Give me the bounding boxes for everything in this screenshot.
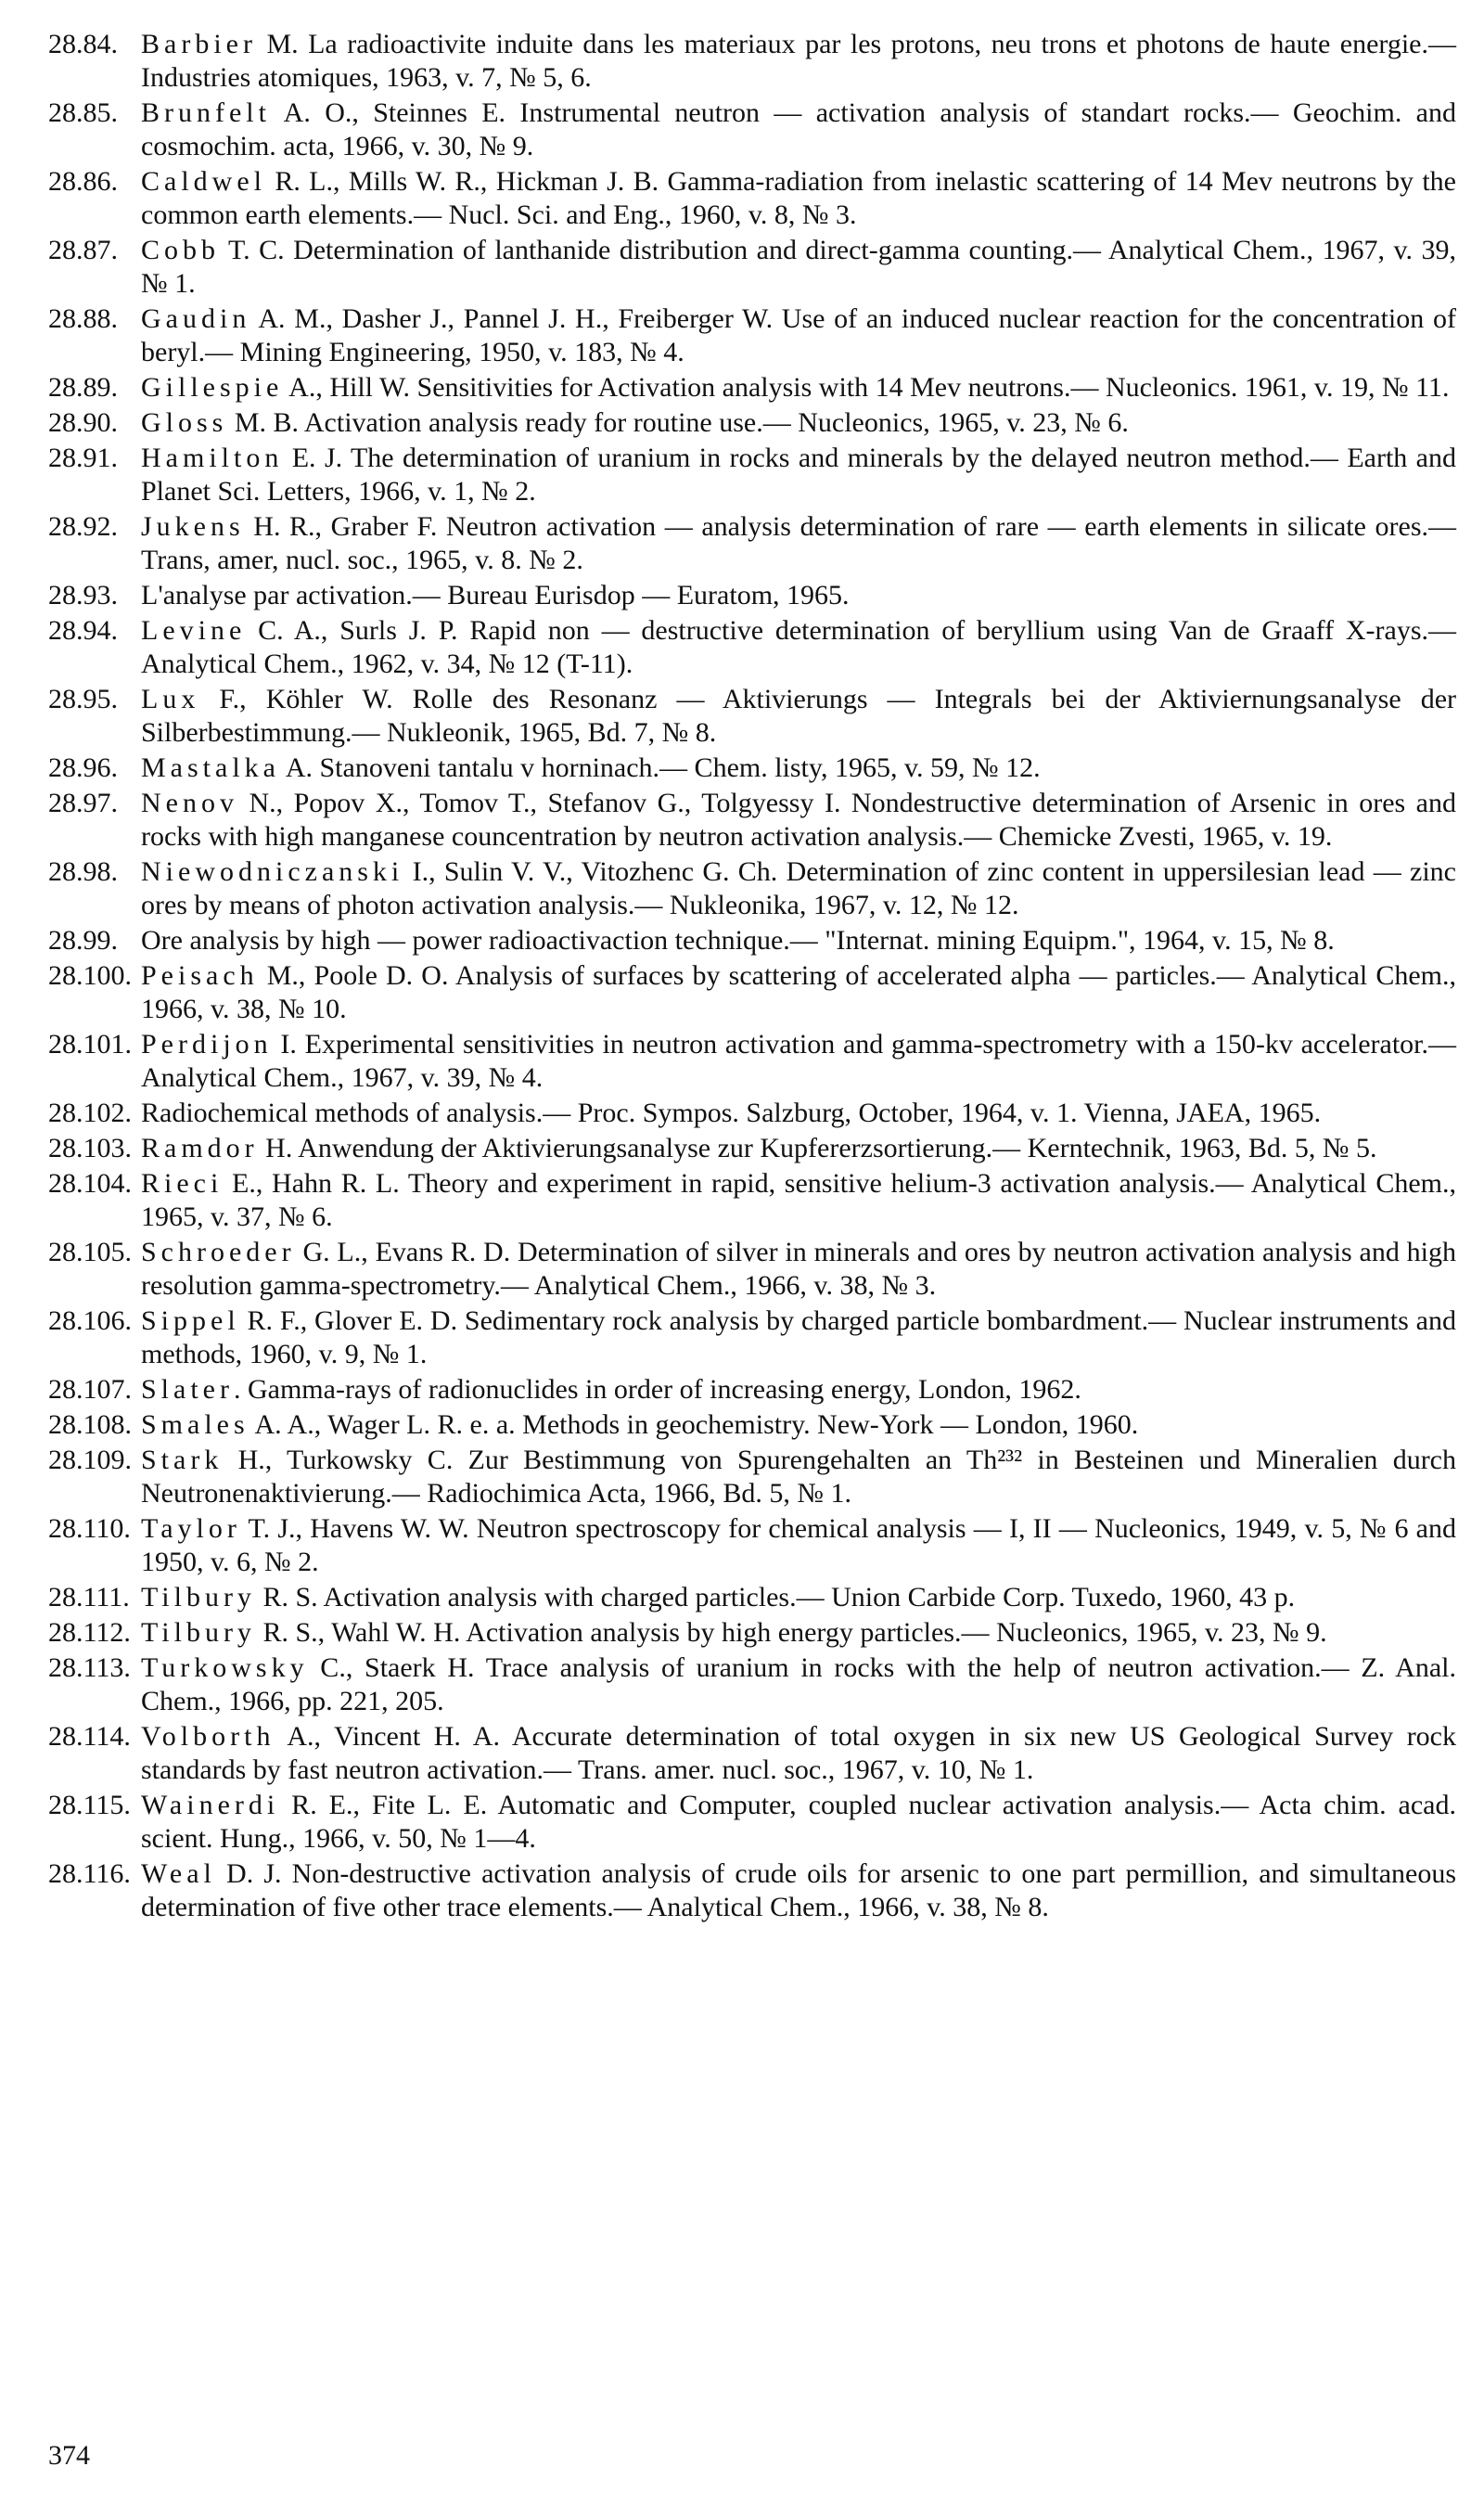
reference-details: . Gamma-rays of radionuclides in order of increasing energy, London, 1962. [233,1374,1081,1405]
reference-number: 28.86. [48,166,118,197]
reference-text [141,1236,1456,1303]
reference-details: M. B. Activation analysis ready for routine use.— Nucleonics, 1965, v. 23, № 6. [227,407,1129,438]
reference-item [48,1304,1456,1371]
reference-text [141,614,1456,681]
reference-author: Smales [141,1409,249,1440]
reference-item [48,1028,1456,1095]
reference-author: Gaudin [141,303,251,334]
reference-author: Perdijon [141,1029,273,1060]
reference-details: Ore analysis by high — power radioactivaction technique.— "Internat. mining Equipm.", 1964, v. 15, № 8. [141,925,1335,956]
reference-details: I., Sulin V. V., Vitozhenc G. Ch. Determination of zinc content in uppersilesian lead — zinc ores by means of photon activation analysis.— Nukleonika, 1967, v. 12, № 12. [141,856,1456,920]
reference-details: M., Poole D. O. Analysis of surfaces by scattering of accelerated alpha — particles.— Analytical Chem., 1966, v. 38, № 10. [141,960,1456,1024]
reference-text [141,371,1456,405]
reference-number: 28.88. [48,303,118,334]
reference-number: 28.104. [48,1168,132,1199]
reference-details: E. J. The determination of uranium in rocks and minerals by the delayed neutron method.— Earth and Planet Sci. Letters, 1966, v. 1, № 2. [141,443,1456,507]
reference-number: 28.90. [48,407,118,438]
reference-item [48,614,1456,681]
reference-number: 28.109. [48,1445,132,1475]
reference-number: 28.111. [48,1582,130,1612]
reference-item [48,234,1456,301]
reference-text [141,1028,1456,1095]
reference-item [48,1651,1456,1718]
reference-details: H. R., Graber F. Neutron activation — analysis determination of rare — earth elements in silicate ores.— Trans, amer, nucl. soc., 1965, v. 8. № 2. [141,511,1456,575]
reference-text [141,510,1456,577]
reference-number: 28.115. [48,1790,131,1820]
reference-author: Barbier [141,29,257,59]
reference-item [48,96,1456,163]
reference-number: 28.94. [48,615,118,646]
reference-number: 28.112. [48,1617,131,1648]
reference-text [141,234,1456,301]
reference-details: C. A., Surls J. P. Rapid non — destructive determination of beryllium using Van de Graaff X-rays.— Analytical Chem., 1962, v. 34, № 12 (T-11). [141,615,1456,679]
reference-details: H., Turkowsky C. Zur Bestimmung von Spurengehalten an Th²³² in Besteinen und Mineralien durch Neutronenaktivierung.— Radiochimica Acta, 1966, Bd. 5, № 1. [141,1445,1456,1509]
reference-author: Mastalka [141,752,280,783]
reference-text [141,959,1456,1026]
reference-number: 28.108. [48,1409,132,1440]
reference-text [141,787,1456,854]
reference-item [48,855,1456,922]
reference-text [141,165,1456,232]
reference-details: E., Hahn R. L. Theory and experiment in rapid, sensitive helium-3 activation analysis.— Analytical Chem., 1965, v. 37, № 6. [141,1168,1456,1232]
reference-text [141,1373,1456,1407]
reference-text [141,302,1456,369]
reference-details: R. S. Activation analysis with charged particles.— Union Carbide Corp. Tuxedo, 1960, 43 p. [255,1582,1296,1612]
reference-details: A. O., Steinnes E. Instrumental neutron — activation analysis of standart rocks.— Geochim. and cosmochim. acta, 1966, v. 30, № 9. [141,97,1456,161]
reference-author: Tilbury [141,1582,256,1612]
reference-text [141,1304,1456,1371]
reference-details: A. Stanoveni tantalu v horninach.— Chem. listy, 1965, v. 59, № 12. [279,752,1041,783]
reference-item [48,1236,1456,1303]
reference-item [48,371,1456,405]
reference-details: D. J. Non-destructive activation analysis of crude oils for arsenic to one part permillion, and simultaneous determination of five other trace elements.— Analytical Chem., 1966, v. 38, № 8. [141,1858,1456,1922]
reference-author: Cobb [141,235,221,265]
reference-text [141,1097,1456,1130]
reference-number: 28.93. [48,580,118,610]
reference-author: Sippel [141,1305,240,1336]
reference-text [141,1512,1456,1579]
reference-item [48,1720,1456,1787]
reference-author: Tilbury [141,1617,256,1648]
reference-author: Wainerdi [141,1790,280,1820]
reference-author: Stark [141,1445,224,1475]
reference-number: 28.103. [48,1133,132,1163]
reference-text [141,1167,1456,1234]
reference-details: C., Staerk H. Trace analysis of uranium in rocks with the help of neutron activation.— Z. Anal. Chem., 1966, pp. 221, 205. [141,1652,1456,1716]
reference-author: Weal [141,1858,216,1889]
reference-text [141,96,1456,163]
reference-item [48,1512,1456,1579]
reference-item [48,579,1456,612]
reference-item [48,787,1456,854]
reference-item [48,1444,1456,1510]
reference-number: 28.106. [48,1305,132,1336]
reference-author: Jukens [141,511,245,542]
reference-author: Hamilton [141,443,284,473]
reference-item [48,1408,1456,1442]
reference-item [48,1789,1456,1856]
reference-number: 28.99. [48,925,118,956]
reference-text [141,406,1456,440]
reference-item [48,302,1456,369]
reference-details: N., Popov X., Tomov T., Stefanov G., Tolgyessy I. Nondestructive determination of Arsenic in ores and rocks with high manganese councentration by neutron activation analysis.— Chemicke Zvesti, 1965, v. 19. [141,788,1456,852]
reference-item [48,406,1456,440]
reference-author: Rieci [141,1168,224,1199]
reference-text [141,1581,1456,1614]
reference-text [141,1651,1456,1718]
reference-number: 28.114. [48,1721,131,1752]
reference-author: Peisach [141,960,259,991]
reference-details: L'analyse par activation.— Bureau Eurisdop — Euratom, 1965. [141,580,850,610]
reference-details: R. L., Mills W. R., Hickman J. B. Gamma-radiation from inelastic scattering of 14 Mev neutrons by the common earth elements.— Nucl. Sci. and Eng., 1960, v. 8, № 3. [141,166,1456,230]
reference-details: A., Vincent H. A. Accurate determination of total oxygen in six new US Geological Survey rock standards by fast neutron activation.— Trans. amer. nucl. soc., 1967, v. 10, № 1. [141,1721,1456,1785]
reference-author: Levine [141,615,247,646]
reference-number: 28.84. [48,29,118,59]
reference-text [141,752,1456,785]
reference-author: Schroeder [141,1237,296,1267]
reference-details: T. C. Determination of lanthanide distribution and direct-gamma counting.— Analytical Chem., 1967, v. 39, № 1. [141,235,1456,299]
reference-number: 28.97. [48,788,118,818]
reference-number: 28.105. [48,1237,132,1267]
reference-number: 28.87. [48,235,118,265]
reference-details: A. A., Wager L. R. e. a. Methods in geochemistry. New-York — London, 1960. [249,1409,1139,1440]
reference-details: H. Anwendung der Aktivierungsanalyse zur Kupfererzsortierung.— Kerntechnik, 1963, Bd. 5, № 5. [258,1133,1377,1163]
reference-number: 28.110. [48,1513,131,1544]
reference-number: 28.101. [48,1029,132,1060]
reference-number: 28.92. [48,511,118,542]
reference-item [48,683,1456,750]
reference-number: 28.91. [48,443,118,473]
reference-text [141,1720,1456,1787]
reference-text [141,683,1456,750]
reference-item [48,442,1456,508]
reference-text [141,1616,1456,1650]
reference-text [141,1789,1456,1856]
reference-number: 28.85. [48,97,118,128]
reference-author: Ramdor [141,1133,259,1163]
reference-author: Gillespie [141,372,284,403]
reference-item [48,1132,1456,1165]
reference-details: Radiochemical methods of analysis.— Proc. Sympos. Salzburg, October, 1964, v. 1. Vienna, JAEA, 1965. [141,1098,1322,1128]
reference-text [141,1408,1456,1442]
reference-text [141,924,1456,957]
reference-item [48,1857,1456,1924]
reference-author: Caldwel [141,166,266,197]
reference-details: M. La radioactivite induite dans les materiaux par les protons, neu trons et photons de haute energie.— Industries atomiques, 1963, v. 7, № 5, 6. [141,29,1456,93]
reference-text [141,855,1456,922]
reference-text [141,1857,1456,1924]
reference-number: 28.89. [48,372,118,403]
reference-item [48,165,1456,232]
reference-details: R. E., Fite L. E. Automatic and Computer, coupled nuclear activation analysis.— Acta chim. acad. scient. Hung., 1966, v. 50, № 1—4. [141,1790,1456,1854]
reference-text [141,28,1456,95]
reference-number: 28.98. [48,856,118,887]
reference-item [48,28,1456,95]
reference-number: 28.107. [48,1374,132,1405]
reference-number: 28.113. [48,1652,131,1683]
reference-text [141,1444,1456,1510]
reference-item [48,959,1456,1026]
reference-text [141,1132,1456,1165]
reference-author: Lux [141,684,200,714]
reference-details: I. Experimental sensitivities in neutron activation and gamma-spectrometry with a 150-kv accelerator.— Analytical Chem., 1967, v. 39, № 4. [141,1029,1456,1093]
reference-text [141,442,1456,508]
reference-number: 28.116. [48,1858,131,1889]
reference-item [48,752,1456,785]
reference-details: R. F., Glover E. D. Sedimentary rock analysis by charged particle bombardment.— Nuclear instruments and methods, 1960, v. 9, № 1. [141,1305,1456,1369]
reference-author: Niewodniczanski [141,856,404,887]
reference-text [141,579,1456,612]
reference-item [48,1097,1456,1130]
reference-details: A. M., Dasher J., Pannel J. H., Freiberger W. Use of an induced nuclear reaction for the concentration of beryl.— Mining Engineering, 1950, v. 183, № 4. [141,303,1456,367]
reference-author: Taylor [141,1513,241,1544]
reference-number: 28.102. [48,1098,132,1128]
reference-author: Gloss [141,407,228,438]
reference-item [48,510,1456,577]
reference-item [48,1167,1456,1234]
reference-item [48,1373,1456,1407]
reference-number: 28.96. [48,752,118,783]
reference-number: 28.95. [48,684,118,714]
reference-details: F., Köhler W. Rolle des Resonanz — Aktivierungs — Integrals bei der Aktiviernungsanalyse der Silberbestimmung.— Nukleonik, 1965, Bd. 7, № 8. [141,684,1456,748]
reference-details: T. J., Havens W. W. Neutron spectroscopy for chemical analysis — I, II — Nucleonics, 1949, v. 5, № 6 and 1950, v. 6, № 2. [141,1513,1456,1577]
reference-author: Turkowsky [141,1652,309,1683]
reference-item [48,1616,1456,1650]
reference-item [48,924,1456,957]
reference-details: A., Hill W. Sensitivities for Activation analysis with 14 Mev neutrons.— Nucleonics. 1961, v. 19, № 11. [283,372,1450,403]
reference-details: G. L., Evans R. D. Determination of silver in minerals and ores by neutron activation analysis and high resolution gamma-spectrometry.— Analytical Chem., 1966, v. 38, № 3. [141,1237,1456,1301]
reference-number: 28.100. [48,960,132,991]
page-number: 374 [48,2440,90,2471]
reference-item [48,1581,1456,1614]
reference-author: Brunfelt [141,97,271,128]
reference-details: R. S., Wahl W. H. Activation analysis by high energy particles.— Nucleonics, 1965, v. 23, № 9. [255,1617,1327,1648]
reference-author: Volborth [141,1721,275,1752]
reference-list [48,28,1456,1926]
reference-author: Nenov [141,788,238,818]
reference-author: Slater [141,1374,234,1405]
